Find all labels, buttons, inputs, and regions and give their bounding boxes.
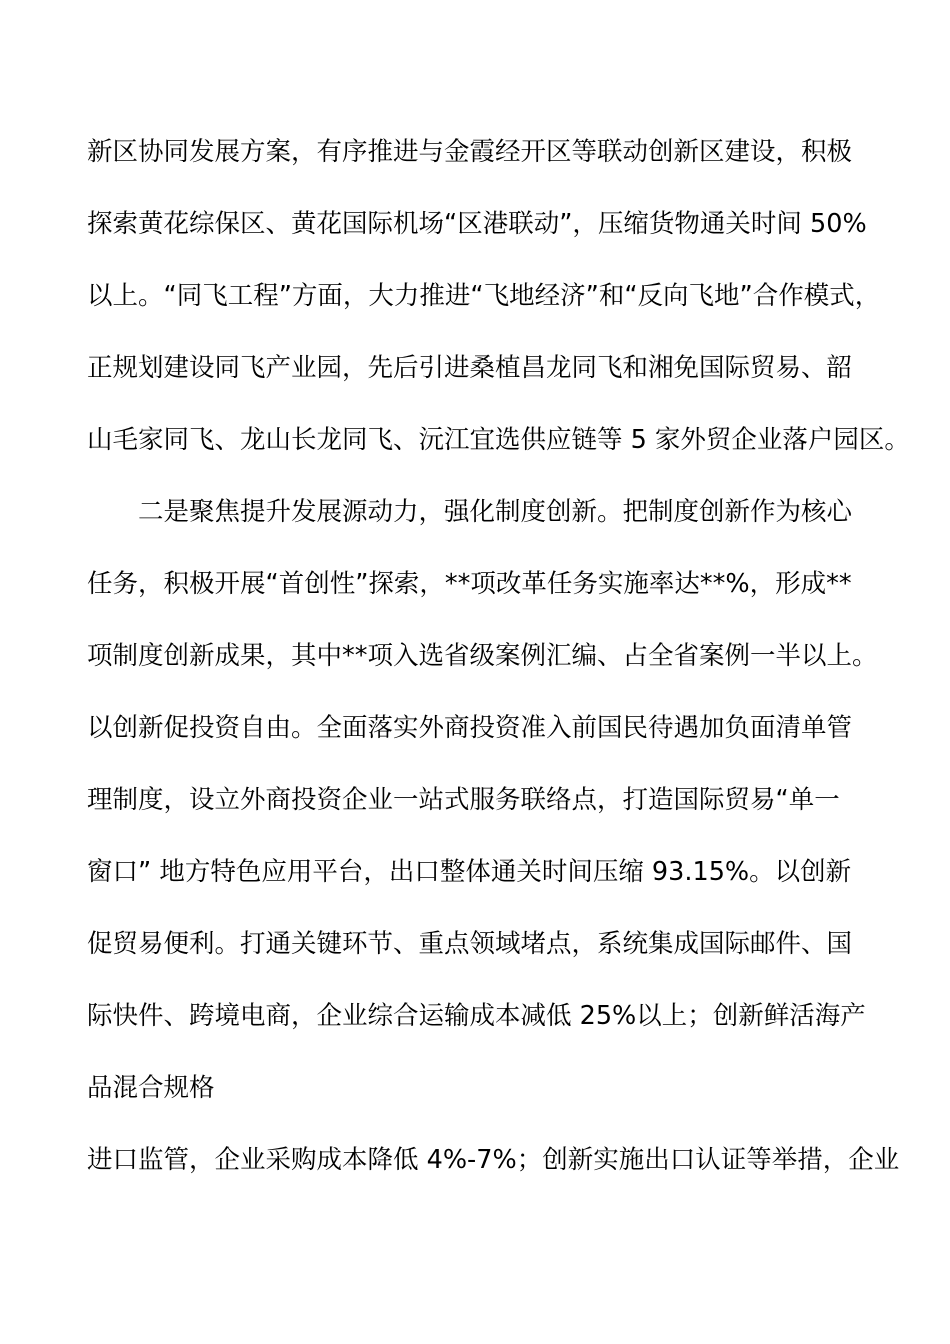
paragraph-line: 任务，积极开展“首创性”探索，**项改革任务实施率达**%，形成** [87, 569, 852, 599]
paragraph-line: 新区协同发展方案，有序推进与金霞经开区等联动创新区建设，积极 [87, 137, 853, 167]
paragraph-line: 正规划建设同飞产业园，先后引进桑植昌龙同飞和湘免国际贸易、韶 [87, 353, 853, 383]
paragraph-line: 进口监管，企业采购成本降低 4%-7%；创新实施出口认证等举措，企业 [87, 1145, 900, 1175]
paragraph-line: 项制度创新成果，其中**项入选省级案例汇编、占全省案例一半以上。 [87, 641, 878, 671]
paragraph-line: 以上。“同飞工程”方面，大力推进“飞地经济”和“反向飞地”合作模式， [87, 281, 881, 311]
paragraph-line: 窗口” 地方特色应用平台，出口整体通关时间压缩 93.15%。以创新 [87, 857, 852, 887]
paragraph-line: 以创新促投资自由。全面落实外商投资准入前国民待遇加负面清单管 [87, 713, 853, 743]
paragraph-line: 探索黄花综保区、黄花国际机场“区港联动”，压缩货物通关时间 50% [87, 209, 867, 239]
paragraph-line: 促贸易便利。打通关键环节、重点领域堵点，系统集成国际邮件、国 [87, 929, 853, 959]
paragraph-line: 品混合规格 [87, 1073, 215, 1103]
paragraph-line-indented: 二是聚焦提升发展源动力，强化制度创新。把制度创新作为核心 [138, 497, 853, 527]
paragraph-line: 理制度，设立外商投资企业一站式服务联络点，打造国际贸易“单一 [87, 785, 840, 815]
paragraph-line: 山毛家同飞、龙山长龙同飞、沅江宜选供应链等 5 家外贸企业落户园区。 [87, 425, 910, 455]
paragraph-line: 际快件、跨境电商，企业综合运输成本减低 25%以上；创新鲜活海产 [87, 1001, 866, 1031]
